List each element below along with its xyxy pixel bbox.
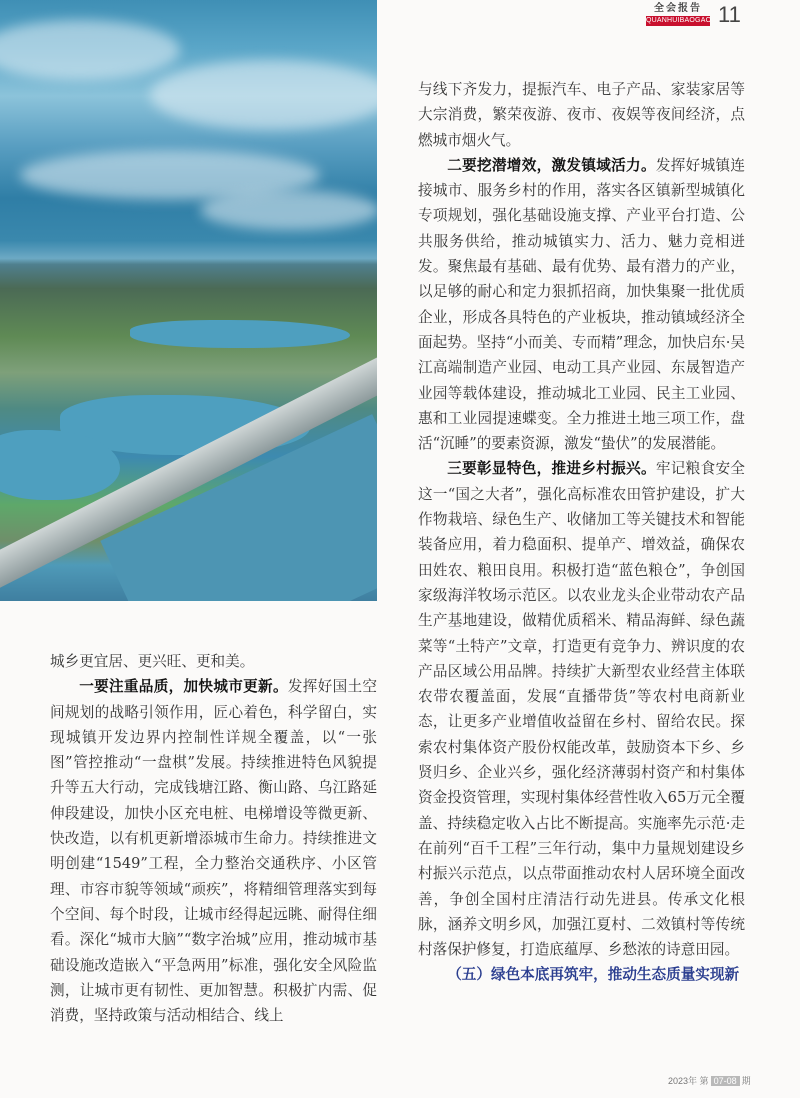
section-badge: [646, 2, 710, 26]
paragraph: [418, 456, 745, 962]
section-title: 全会报告: [654, 3, 702, 14]
issue-number: 07-08: [711, 1076, 740, 1086]
footer-year: 2023年: [668, 1076, 698, 1086]
footer-di: 第: [699, 1076, 709, 1086]
paragraph-lead: 一要注重品质，加快城市更新。: [79, 678, 288, 696]
aerial-photo: [0, 0, 377, 601]
issue-footer: [668, 1074, 751, 1087]
paragraph-body: 发挥好城镇连接城市、服务乡村的作用，落实各区镇新型城镇化专项规划，强化基础设施支撑、产业平台打造、公共服务供给，推动城镇实力、活力、魅力竞相迸发。聚焦最有基础、最有优势、最有潜力的产业，以足够的耐心和定力狠抓招商，加快集聚一批优质企业，形成各具特色的产业板块，推动镇域经济全面起势。坚持“小而美、专而精”理念，加快启东·吴江高端制造产业园、电动工具产业园、东晟智造产业园等载体建设，推动城北工业园、民主工业园、惠和工业园提速蝶变。全力推进土地三项工作，盘活“沉睡”的要素资源，激发“蛰伏”的发展潜能。: [418, 156, 745, 453]
paragraph-body: 牢记粮食安全这一“国之大者”，强化高标准农田管护建设，扩大作物栽培、绿色生产、收储加工等关键技术和智能装备应用，着力稳面积、提单产、增效益，确保农田姓农、粮田良用。积极打造“蓝色粮仓”，争创国家级海洋牧场示范区。以农业龙头企业带动农产品生产基地建设，做精优质稻米、精品海鲜、绿色蔬菜等“土特产”文章，打造更有竞争力、辨识度的农产品区域公用品牌。持续扩大新型农业经营主体联农带农覆盖面，发展“直播带货”等农村电商新业态，让更多产业增值收益留在乡村、留给农民。探索农村集体资产股份权能改革，鼓励资本下乡、乡贤归乡、企业兴乡，强化经济薄弱村资产和村集体资金投资管理，实现村集体经营性收入65万元全覆盖、持续稳定收入占比不断提高。实施率先示范·走在前列“百千工程”三年行动，集中力量规划建设乡村振兴示范点，以点带面推动农村人居环境全面改善，争创全国村庄清洁行动先进县。传承文化根脉，涵养文明乡风，加强江夏村、二效镇村等传统村落保护修复，打造底蕴厚、乡愁浓的诗意田园。: [418, 460, 745, 959]
paragraph: 城乡更宜居、更兴旺、更和美。: [50, 653, 255, 670]
paragraph: 与线下齐发力，提振汽车、电子产品、家装家居等大宗消费，繁荣夜游、夜市、夜娱等夜间经济，点燃城市烟火气。: [418, 81, 745, 149]
paragraph-lead: 二要挖潜增效，激发镇域活力。: [447, 156, 656, 174]
page-number: 11: [718, 2, 741, 27]
paragraph: [50, 674, 377, 1028]
paragraph-body: 发挥好国土空间规划的战略引领作用，匠心着色，科学留白，实现城镇开发边界内控制性详规全覆盖，以“一张图”管控推动“一盘棋”发展。持续推进特色风貌提升等五大行动，完成钱塘江路、衡山路、乌江路延伸段建设，加快小区充电桩、电梯增设等微更新、快改造，以有机更新增添城市生命力。持续推进文明创建“1549”工程，全力整治交通秩序、小区管理、市容市貌等领域“顽疾”，将精细管理落实到每个空间、每个时段，让城市经得起远眺、耐得住细看。深化“城市大脑”“数字治城”应用，推动城市基础设施改造嵌入“平急两用”标准，强化安全风险监测，让城市更有韧性、更加智慧。积极扩内需、促消费，坚持政策与活动相结合、线上: [50, 678, 377, 1025]
section-heading: （五）绿色本底再筑牢，推动生态质量实现新: [447, 966, 740, 984]
paragraph-lead: 三要彰显特色，推进乡村振兴。: [447, 460, 656, 478]
footer-qi: 期: [741, 1076, 751, 1086]
section-subtitle: QUANHUIBAOGAO: [646, 17, 712, 24]
right-column: [418, 77, 745, 988]
left-column: [50, 649, 377, 1028]
paragraph: [418, 153, 745, 457]
